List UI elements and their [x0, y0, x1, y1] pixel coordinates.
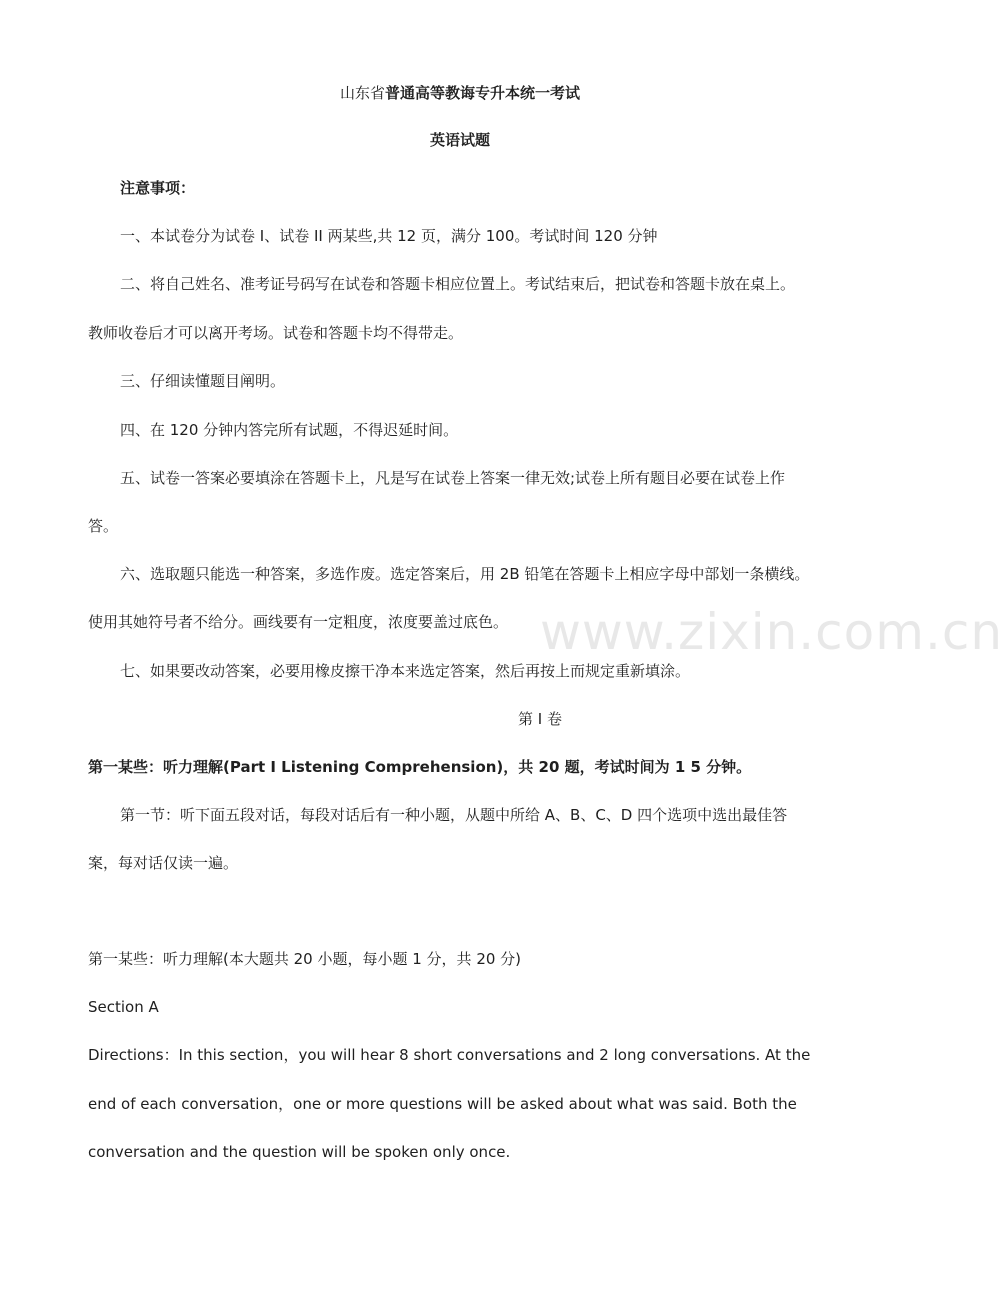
- notice-line-7: 七、如果要改动答案，必要用橡皮擦干净本来选定答案，然后再按上而规定重新填涂。: [120, 662, 691, 680]
- notice-line-5-cont: 答。: [88, 517, 119, 535]
- notice-line-2-cont: 教师收卷后才可以离开考场。试卷和答题卡均不得带走。: [88, 324, 464, 342]
- directions-line-3: conversation and the question will be spoken only once.: [88, 1143, 511, 1161]
- exam-subtitle: 英语试题: [429, 131, 490, 149]
- notice-line-6-cont: 使用其她符号者不给分。画线要有一定粗度，浓度要盖过底色。: [88, 613, 509, 631]
- exam-title-main: 普通高等教诲专升本统一考试: [385, 84, 581, 102]
- watermark: www.zixin.com.cn: [540, 603, 1003, 661]
- directions-line-2: end of each conversation，one or more questions will be asked about what was said. Both the: [88, 1095, 797, 1113]
- exam-title-prefix: 山东省: [339, 84, 385, 102]
- notice-heading: 注意事项：: [120, 179, 196, 197]
- volume-label: 第 I 卷: [518, 710, 562, 728]
- notice-line-2: 二、将自己姓名、准考证号码写在试卷和答题卡相应位置上。考试结束后，把试卷和答题卡放在桌上。: [120, 275, 796, 293]
- exam-title: [0, 82, 920, 104]
- section-a-heading: Section A: [88, 998, 159, 1016]
- notice-line-5: 五、试卷一答案必要填涂在答题卡上，凡是写在试卷上答案一律无效;试卷上所有题目必要在试卷上作: [120, 469, 786, 487]
- part-heading: 第一某些：听力理解(Part I Listening Comprehension)，共 20 题，考试时间为 1 5 分钟。: [88, 758, 752, 776]
- section-intro-line-2: 案，每对话仅读一遍。: [88, 854, 239, 872]
- section-intro-line-1: 第一节：听下面五段对话，每段对话后有一种小题，从题中所给 A、B、C、D 四个选项中选出最佳答: [120, 806, 788, 824]
- notice-line-6: 六、选取题只能选一种答案，多选作废。选定答案后，用 2B 铅笔在答题卡上相应字母中部划一条横线。: [120, 565, 810, 583]
- directions-line-1: Directions：In this section，you will hear 8 short conversations and 2 long conversations. At the: [88, 1046, 811, 1064]
- notice-line-4: 四、在 120 分钟内答完所有试题，不得迟延时间。: [120, 421, 459, 439]
- notice-line-3: 三、仔细读懂题目阐明。: [120, 372, 286, 390]
- part-line: 第一某些：听力理解(本大题共 20 小题，每小题 1 分，共 20 分): [88, 950, 522, 968]
- notice-line-1: 一、本试卷分为试卷 I、试卷 II 两某些,共 12 页，满分 100。考试时间 120 分钟: [120, 227, 658, 245]
